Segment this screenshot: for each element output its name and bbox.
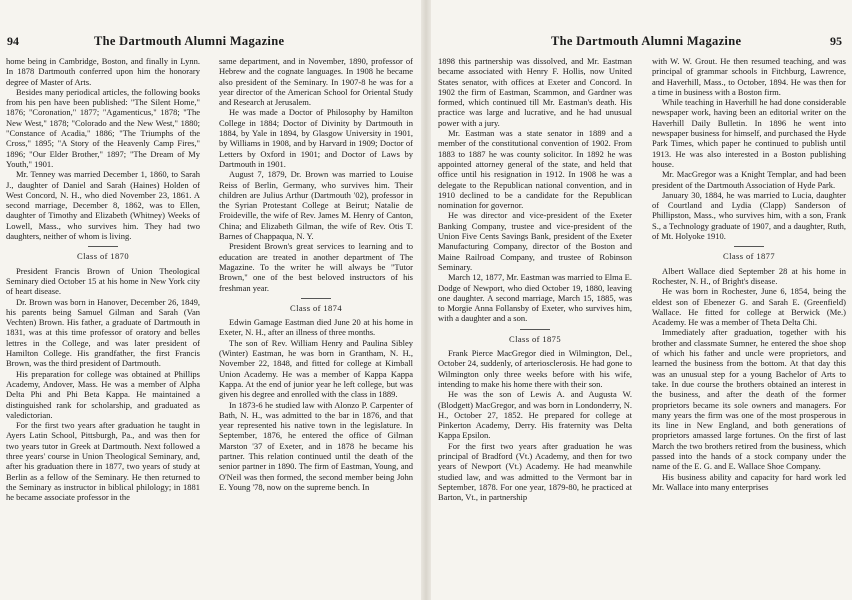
paragraph: Immediately after graduation, together with his brother and classmate Sumner, he entered the shoe shop of which his father and uncle were proprietors, and learned the business from the bottom. At that day this was an unusual step for a young Bachelor of Arts to take. In due course the brothers obtained an interest in the business, and after the death of the former proprietors became its sole owners and managers. For many years the firm was one of the most prosperous in its line in New England, and both generations of proprietors amassed large fortunes. On the first of last March the two brothers retired from the business, which passed into the hands of a stock company under the name of the E. G. and E. Wallace Shoe Company. — [652, 327, 846, 472]
paragraph: Mr. MacGregor was a Knight Templar, and had been president of the Dartmouth Association of Hyde Park. — [652, 169, 846, 190]
paragraph: Besides many periodical articles, the following books from his pen have been published: "The Silent Home," 1876; "Coronation," 1877; "Agamenticus," 1878; "The New West," 1878; "Colorado and the New West," 1880; "Constance of Acadia," 1886; "The Triumphs of the Cross," 1895; "A Story of the Heavenly Camp Fires," 1896; "Our Elder Brother," 1897; "The Dream of My Youth," 1901. — [6, 86, 200, 169]
paragraph: January 30, 1884, he was married to Lucia, daughter of Courtland and Lydia (Clapp) Sanderson of Phillipston, Mass., who survives him, with a son, Frank S., a Technology graduate of 1907, and a daughter, Ruth, of Mt. Holyoke 1910. — [652, 189, 846, 242]
paragraph: For the first two years after graduation he taught in Ayers Latin School, Pittsburgh, Pa., and was then for two years tutor in Greek at Dartmouth. Next followed a three years' course in Union Theological Seminary, and, after his graduation there in 1877, two years of study at Berlin as a fellow of the Seminary. He then returned to the Seminary as instructor in biblical philology; in 1881 he became associate professor in the — [6, 420, 200, 503]
paragraph: President Brown's great services to learning and to education are treated in another department of The Magazine. To the writer he will always be "Tutor Brown," one of the best beloved instructors of his freshman year. — [219, 241, 413, 293]
class-heading: Class of 1870 — [6, 246, 200, 261]
text-column — [6, 56, 200, 592]
paragraph: Albert Wallace died September 28 at his home in Rochester, N. H., of Bright's disease. — [652, 265, 846, 286]
page-gutter — [421, 0, 431, 600]
paragraph: His preparation for college was obtained at Phillips Academy, Andover, Mass. He was a member of Alpha Delta Phi and Phi Beta Kappa. He maintained a distinguished rank for scholarship, and graduated as valedictorian. — [6, 368, 200, 420]
paragraph: 1898 this partnership was dissolved, and Mr. Eastman became associated with Henry F. Hollis, now United States senator, with offices at Exeter and Concord. In 1902 the firm of Eastman, Scammon, and Gardner was formed, which continued till Mr. Eastman's death. His practice was large and lucrative, and he had unusual power with a jury. — [438, 56, 632, 128]
paragraph: For the first two years after graduation he was principal of Bradford (Vt.) Academy, and then for two years of Newport (Vt.) Academy. He had meanwhile studied law, and was admitted to the Vermont bar in September, 1878. For one year, 1879-80, he practiced at Barton, Vt., in partnership — [438, 440, 632, 503]
paragraph: He was made a Doctor of Philosophy by Hamilton College in 1884; Doctor of Divinity by Dartmouth in 1884, by Yale in 1894, by Glasgow University in 1901, by Williams in 1908, and by Harvard in 1909; Doctor of Letters by Oxford in 1901; and Doctor of Laws by Dartmouth in 1901. — [219, 107, 413, 169]
running-title: The Dartmouth Alumni Magazine — [551, 34, 742, 48]
paragraph: His business ability and capacity for hard work led Mr. Wallace into many enterprises — [652, 471, 846, 492]
text-column — [438, 56, 632, 592]
right-page — [432, 0, 852, 600]
paragraph: Frank Pierce MacGregor died in Wilmington, Del., October 24, suddenly, of arteriosclerosis. He had gone to Wilmington only three weeks before with his wife, intending to make his home there with their son. — [438, 348, 632, 389]
page-number: 94 — [7, 34, 19, 48]
paragraph: Dr. Brown was born in Hanover, December 26, 1849, his parents being Samuel Gilman and Sarah (Van Vechten) Brown. His father, a graduate of Dartmouth in 1831, was at this time professor of oratory and belles lettres in the College, and was later president of Hamilton College. His grandfather, the first Francis Brown, was the third president of Dartmouth. — [6, 296, 200, 369]
text-column — [652, 56, 846, 592]
paragraph: Mr. Eastman was a state senator in 1889 and a member of the constitutional convention of 1902. From 1883 to 1887 he was county solicitor. In 1892 he was appointed attorney general of the state, and held that office until his resignation in 1912. In 1908 he was a delegate to the Republican national convention, and in 1910 declined to be a candidate for the Republican nomination for governor. — [438, 128, 632, 211]
paragraph: Mr. Tenney was married December 1, 1860, to Sarah J., daughter of Daniel and Sarah (Haines) Holden of West Concord, N. H., who died November 23, 1861. A second marriage, December 8, 1862, was to Ellen, daughter of Timothy and Elizabeth (Whitney) Weeks of Lowell, Mass., who survives him. They had two daughters, neither of whom is living. — [6, 169, 200, 242]
paragraph: August 7, 1879, Dr. Brown was married to Louise Reiss of Berlin, Germany, who survives him. Their children are Julius Arthur (Dartmouth '02), professor in the Syrian Protestant College at Beirut; Natalie de Froideville, the wife of Rev. James M. Henry of Canton, China; and Elizabeth Gilman, the wife of Rev. Otis T. Barnes of Chappaqua, N. Y. — [219, 169, 413, 242]
text-column — [219, 56, 413, 592]
paragraph: He was born in Rochester, June 6, 1854, being the eldest son of Ebenezer G. and Sarah E. (Greenfield) Wallace. He fitted for college at Berwick (Me.) Academy. He was a member of Theta Delta Chi. — [652, 286, 846, 328]
paragraph: Edwin Gamage Eastman died June 20 at his home in Exeter, N. H., after an illness of three months. — [219, 317, 413, 338]
class-heading: Class of 1877 — [652, 246, 846, 261]
paragraph: He was director and vice-president of the Exeter Banking Company, trustee and vice-president of the Union Five Cents Savings Bank, president of the Exeter Manufacturing Company, director of the Boston and Maine Railroad Company, and trustee of Robinson Seminary. — [438, 210, 632, 272]
paragraph: same department, and in November, 1890, professor of Hebrew and the cognate languages. In 1908 he became also president of the Seminary. In 1907-8 he was for a year director of the American School for Oriental Study and Research at Jerusalem. — [219, 56, 413, 108]
class-heading: Class of 1875 — [438, 329, 632, 344]
running-title: The Dartmouth Alumni Magazine — [94, 34, 285, 48]
paragraph: In 1873-6 he studied law with Alonzo P. Carpenter of Bath, N. H., was admitted to the bar in 1876, and that year represented his native town in the legislature. In September, 1876, he entered the office of Gilman Marston '37 of Exeter, and in 1878 he became his partner. This relation continued until the death of the senior partner in 1890. The firm of Eastman, Young, and O'Neil was then formed, the second member being John E. Young '78, now on the supreme bench. In — [219, 399, 413, 492]
page-number: 95 — [830, 34, 842, 48]
paragraph: President Francis Brown of Union Theological Seminary died October 15 at his home in New York city of heart disease. — [6, 265, 200, 297]
paragraph: While teaching in Haverhill he had done considerable newspaper work, having been an editorial writer on the Haverhill Daily Bulletin. In 1896 he went into newspaper business for himself, and purchased the Hyde Park Times, which paper he continued to publish until 1913. He was also interested in a Boston publishing house. — [652, 97, 846, 169]
paragraph: home being in Cambridge, Boston, and finally in Lynn. In 1878 Dartmouth conferred upon him the honorary degree of Master of Arts. — [6, 56, 200, 87]
left-page — [0, 0, 420, 600]
paragraph: with W. W. Grout. He then resumed teaching, and was principal of grammar schools in Fitchburg, Lawrence, and Haverhill, Mass., to October, 1894. He was then for a time in business with a Boston firm. — [652, 56, 846, 97]
paragraph: March 12, 1877, Mr. Eastman was married to Elma E. Dodge of Newport, who died October 19, 1880, leaving one daughter. A second marriage, March 15, 1885, was to Morgie Anna Follansby of Exeter, who survives him, with a daughter and a son. — [438, 272, 632, 324]
class-heading: Class of 1874 — [219, 298, 413, 313]
paragraph: The son of Rev. William Henry and Paulina Sibley (Winter) Eastman, he was born in Grantham, N. H., November 22, 1848, and fitted for college at Kimball Union Academy. He was a member of Kappa Kappa Kappa. At the end of junior year he left college, but was given his degree and enrolled with the class in 1889. — [219, 337, 413, 400]
paragraph: He was the son of Lewis A. and Augusta W. (Blodgett) MacGregor, and was born in Londonderry, N. H., October 27, 1852. He prepared for college at Pinkerton Academy, Derry. His fraternity was Delta Kappa Epsilon. — [438, 389, 632, 441]
